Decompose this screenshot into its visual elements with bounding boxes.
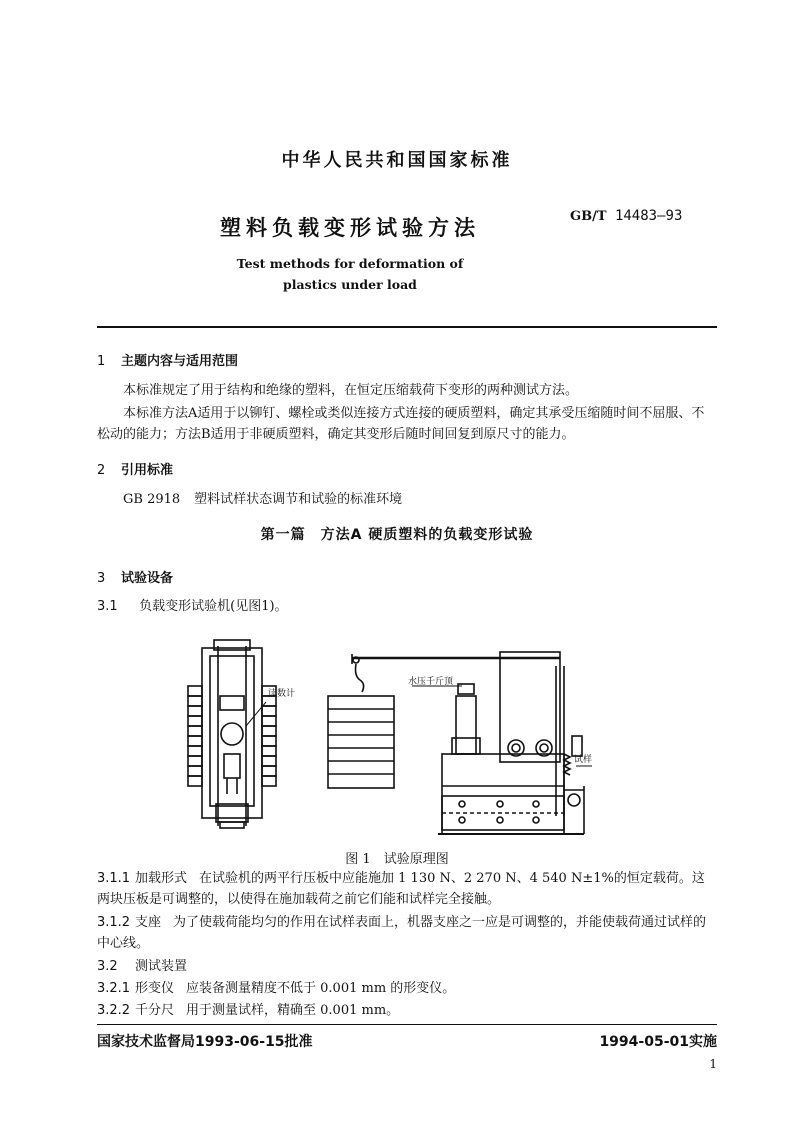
- item-3-1-text: 负载变形试验机(见图1)。: [139, 599, 288, 614]
- section-1-title: 主题内容与适用范围: [121, 354, 239, 369]
- standard-number-prefix: GB/T: [570, 209, 607, 224]
- item-3-2-1-number: 3.2.1: [97, 981, 131, 996]
- label-hydraulic-jack: 水压千斤顶: [408, 677, 454, 687]
- item-3-1-2-term: 支座: [135, 915, 162, 930]
- side-view-weights-right: [262, 686, 276, 786]
- item-3-2-1-term: 形变仪: [135, 981, 175, 996]
- section-1-paragraph-2: 本标准方法A适用于以铆钉、螺栓或类似连接方式连接的硬质塑料，确定其承受压缩随时间不屈服、不松动的能力；方法B适用于非硬质塑料，确定其变形后随时间回复到原尺寸的能力。: [97, 406, 705, 442]
- item-3-2-2-text: 用于测量试样，精确至 0.001 mm。: [186, 1003, 400, 1018]
- header-divider: [97, 326, 717, 328]
- org-title: 中华人民共和国国家标准: [281, 150, 513, 171]
- item-3-2-2-term: 千分尺: [135, 1003, 175, 1018]
- english-title-line-2: plastics under load: [283, 277, 417, 292]
- label-specimen: 试样: [573, 755, 592, 765]
- standard-number: [570, 208, 682, 224]
- item-3-2-1-text: 应装备测量精度不低于 0.001 mm 的形变仪。: [186, 981, 456, 996]
- item-3-2-1: [97, 978, 717, 999]
- english-title-line-1: Test methods for deformation of: [236, 256, 464, 271]
- section-1-paragraph-1: 本标准规定了用于结构和绝缘的塑料，在恒定压缩载荷下变形的两种测试方法。: [123, 383, 579, 398]
- item-3-2-2: [97, 1000, 717, 1021]
- item-3-1-number: 3.1: [97, 599, 118, 614]
- section-3-number: 3: [97, 571, 106, 586]
- side-view-weights-left: [188, 686, 202, 786]
- item-3-1-2-number: 3.1.2: [97, 915, 131, 930]
- item-3-2: [97, 956, 717, 977]
- item-3-1-2-text: 为了使载荷能均匀的作用在试样表面上，机器支座之一应是可调整的，并能使载荷通过试样的中心线。: [97, 915, 707, 951]
- item-3-1-1: [97, 868, 717, 910]
- side-view-frame: [202, 640, 262, 828]
- section-3-heading: [97, 567, 173, 586]
- item-3-1-1-number: 3.1.1: [97, 871, 131, 886]
- item-3-2-2-number: 3.2.2: [97, 1003, 131, 1018]
- item-3-2-number: 3.2: [97, 959, 118, 974]
- item-3-1-2: [97, 912, 717, 954]
- reference-title: 塑料试样状态调节和试验的标准环境: [194, 492, 403, 507]
- test-apparatus-diagram: [180, 636, 600, 842]
- reference-code: GB 2918: [123, 492, 181, 507]
- section-2-number: 2: [97, 463, 106, 478]
- reference-standard: [123, 489, 717, 510]
- section-1-heading: [97, 350, 238, 369]
- part-1-title: 第一篇 方法A 硬质塑料的负载变形试验: [260, 527, 534, 543]
- figure-1-caption: 图 1 试验原理图: [345, 852, 449, 867]
- section-3-title: 试验设备: [121, 571, 174, 586]
- page-number: 1: [709, 1057, 717, 1071]
- item-3-1-1-term: 加载形式: [135, 871, 188, 886]
- item-3-1: [97, 596, 717, 617]
- section-2-title: 引用标准: [121, 463, 174, 478]
- item-3-2-text: 测试装置: [135, 959, 188, 974]
- label-gauge: 读数计: [268, 689, 296, 699]
- front-view-machine: [328, 652, 584, 834]
- section-2-heading: [97, 459, 173, 478]
- section-1-number: 1: [97, 354, 106, 369]
- standard-number-value: 14483—93: [614, 208, 683, 224]
- standard-title: 塑料负载变形试验方法: [220, 216, 480, 240]
- effective-date: 1994-05-01实施: [599, 1034, 717, 1050]
- footer-divider: [97, 1024, 717, 1025]
- approval-statement: 国家技术监督局1993-06-15批准: [97, 1034, 313, 1050]
- item-3-1-1-text: 在试验机的两平行压板中应能施加 1 130 N、2 270 N、4 540 N±1%的恒定载荷。这两块压板是可调整的，以使得在施加载荷之前它们能和试样完全接触。: [97, 871, 705, 907]
